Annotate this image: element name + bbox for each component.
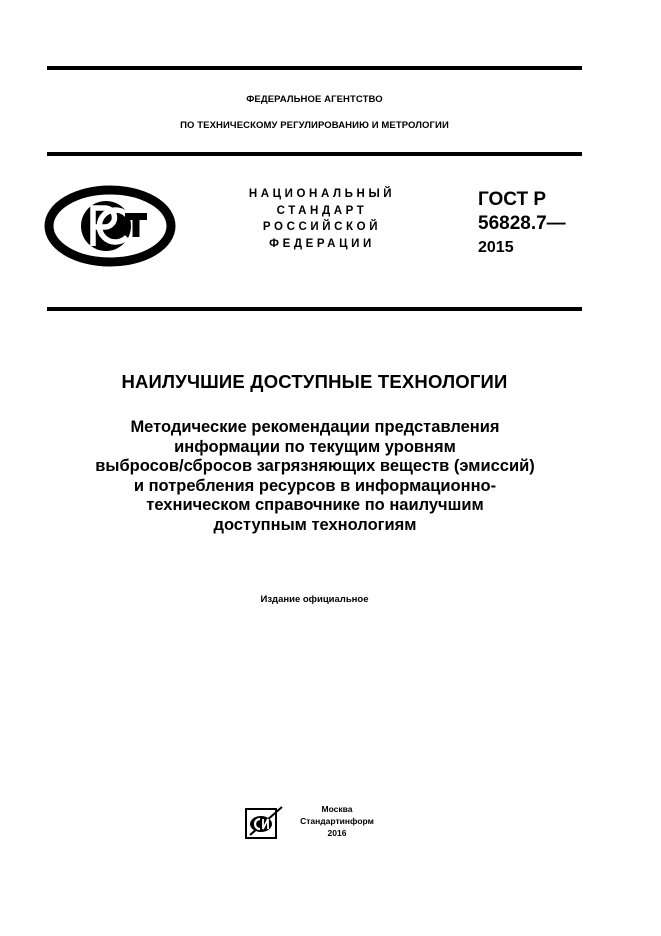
standard-type-line2: СТАНДАРТ [276,204,368,217]
standard-type-line1: НАЦИОНАЛЬНЫЙ [248,188,396,200]
imprint-city: Москва [321,804,353,814]
mid-rule [47,307,582,311]
header-bottom-rule [47,152,582,156]
standard-type-line4: ФЕДЕРАЦИИ [269,237,375,250]
standartinform-logo-icon [245,806,285,840]
subtitle-line: Методические рекомендации представления [130,418,500,436]
document-title: НАИЛУЧШИЕ ДОСТУПНЫЕ ТЕХНОЛОГИИ [121,371,508,392]
imprint [294,803,380,839]
designation-prefix: ГОСТ Р [478,189,547,210]
agency-name-line1: ФЕДЕРАЛЬНОЕ АГЕНТСТВО [246,94,383,105]
subtitle-line: выбросов/сбросов загрязняющих веществ (эмиссий) [95,457,535,475]
standard-type [222,186,422,252]
subtitle-line: доступным технологиям [213,515,417,534]
imprint-year: 2016 [327,828,347,838]
top-rule [47,66,582,70]
subtitle-line: и потребления ресурсов в информационно- [133,476,497,495]
subtitle-line: информации по текущим уровням [174,437,456,456]
designation-number: 56828.7— [478,213,566,234]
standard-type-line3: РОССИЙСКОЙ [262,221,382,233]
agency-name-line2: ПО ТЕХНИЧЕСКОМУ РЕГУЛИРОВАНИЮ И МЕТРОЛОГИИ [180,120,449,131]
designation-year: 2015 [478,239,514,256]
standard-designation [478,188,566,260]
edition-label: Издание официальное [260,594,369,605]
rst-conformity-mark-icon [44,185,176,267]
document-subtitle [30,418,600,535]
imprint-publisher: Стандартинформ [300,816,374,826]
subtitle-line: техническом справочнике по наилучшим [146,496,484,514]
